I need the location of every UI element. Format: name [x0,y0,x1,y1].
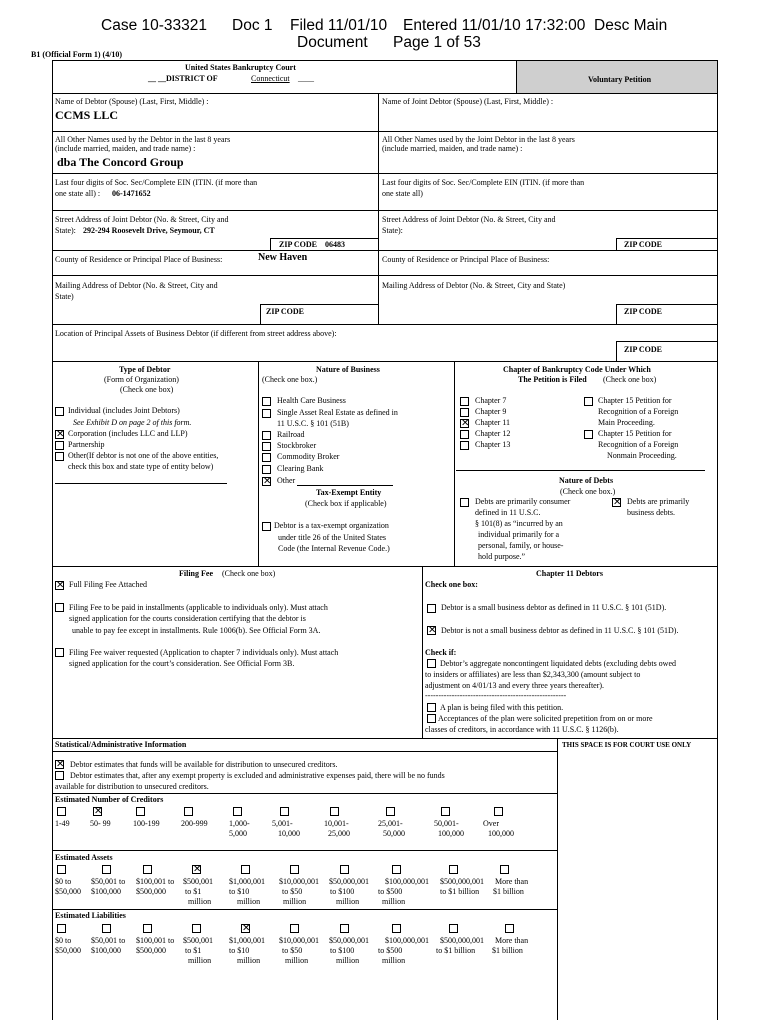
other-business-checkbox[interactable]: ✕ [263,476,272,487]
creditors-option[interactable] [57,807,66,816]
health-care-checkbox[interactable] [262,397,271,406]
document-label: Document [297,34,368,51]
liabilities-option[interactable] [192,924,201,933]
assets-option[interactable] [340,865,349,874]
liabilities-option[interactable] [57,924,66,933]
no-funds-checkbox[interactable] [55,771,64,780]
creditors-option[interactable] [386,807,395,816]
creditors-option[interactable] [330,807,339,816]
creditors-option[interactable] [184,807,193,816]
assets-option[interactable] [102,865,111,874]
form-id: B1 (Official Form 1) (4/10) [31,50,123,59]
creditors-option[interactable]: ✕ [94,806,103,817]
creditors-option[interactable] [494,807,503,816]
liabilities-option[interactable]: ✕ [242,923,251,934]
debtor-other-names: dba The Concord Group [57,155,184,169]
partnership-checkbox[interactable] [55,441,64,450]
debtor-ein: 06-1471652 [112,189,151,198]
chapter-9-checkbox[interactable] [460,408,469,417]
full-fee-checkbox[interactable]: ✕ [56,580,65,591]
small-business-checkbox[interactable] [427,604,436,613]
court-use-only: THIS SPACE IS FOR COURT USE ONLY [562,741,692,749]
frame-left [52,60,53,1020]
stockbroker-checkbox[interactable] [262,442,271,451]
other-entity-checkbox[interactable] [55,452,64,461]
debtor-street: 292-294 Roosevelt Drive, Seymour, CT [83,226,215,235]
district-prefix: __ __DISTRICT OF [148,74,218,83]
court-title: United States Bankruptcy Court [185,63,296,72]
tax-exempt-checkbox[interactable] [262,522,271,531]
liabilities-option[interactable] [449,924,458,933]
funds-available-checkbox[interactable]: ✕ [56,759,65,770]
commodity-broker-checkbox[interactable] [262,453,271,462]
chapter-11-checkbox[interactable]: ✕ [461,418,470,429]
chapter-12-checkbox[interactable] [460,430,469,439]
creditors-option[interactable] [233,807,242,816]
filed-date: Filed 11/01/10 [290,17,388,34]
creditors-option[interactable] [136,807,145,816]
assets-option[interactable] [449,865,458,874]
frame-right [717,60,718,1020]
liabilities-option[interactable] [505,924,514,933]
desc-main: Desc Main [594,17,668,34]
chapter-15-main-checkbox[interactable] [584,397,593,406]
chapter-13-checkbox[interactable] [460,441,469,450]
creditors-option[interactable] [441,807,450,816]
assets-option[interactable] [500,865,509,874]
consumer-debts-checkbox[interactable] [460,498,469,507]
doc-number: Doc 1 [232,17,273,34]
debtor-zip: 06483 [325,240,345,249]
assets-option[interactable] [392,865,401,874]
liabilities-option[interactable] [102,924,111,933]
debtor-name: CCMS LLC [55,108,119,122]
assets-option[interactable] [241,865,250,874]
district-name: Connecticut [251,74,290,83]
liabilities-option[interactable] [392,924,401,933]
railroad-checkbox[interactable] [262,431,271,440]
clearing-bank-checkbox[interactable] [262,465,271,474]
assets-option[interactable]: ✕ [193,864,202,875]
case-number: Case 10-33321 [101,17,207,34]
fee-waiver-checkbox[interactable] [55,648,64,657]
page-number: Page 1 of 53 [393,34,481,51]
business-debts-checkbox[interactable]: ✕ [613,497,622,508]
assets-option[interactable] [143,865,152,874]
not-small-business-checkbox[interactable]: ✕ [428,625,437,636]
voluntary-petition: Voluntary Petition [588,75,652,84]
debtor-county: New Haven [258,252,308,263]
assets-option[interactable] [290,865,299,874]
entered-date: Entered 11/01/10 17:32:00 [403,17,586,34]
installments-checkbox[interactable] [55,603,64,612]
chapter-7-checkbox[interactable] [460,397,469,406]
liabilities-option[interactable] [143,924,152,933]
plan-filed-checkbox[interactable] [427,703,436,712]
single-asset-checkbox[interactable] [262,409,271,418]
corporation-checkbox[interactable]: ✕ [56,429,65,440]
chapter-15-nonmain-checkbox[interactable] [584,430,593,439]
aggregate-debts-checkbox[interactable] [427,659,436,668]
individual-checkbox[interactable] [55,407,64,416]
assets-option[interactable] [57,865,66,874]
creditors-option[interactable] [280,807,289,816]
liabilities-option[interactable] [340,924,349,933]
acceptances-checkbox[interactable] [427,714,436,723]
liabilities-option[interactable] [290,924,299,933]
